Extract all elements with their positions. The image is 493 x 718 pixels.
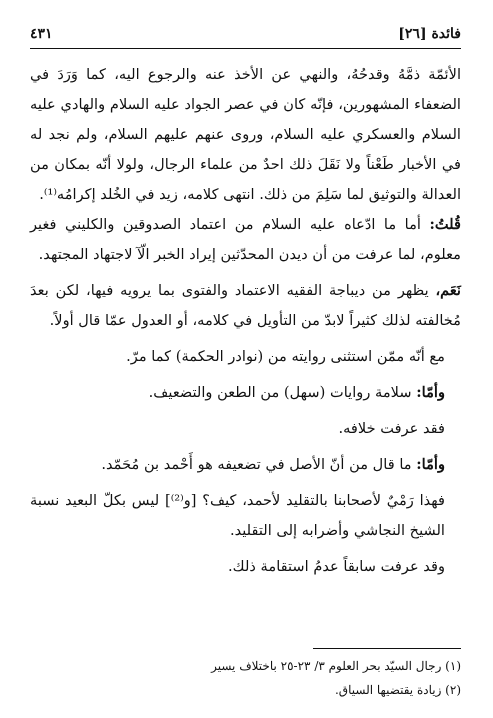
running-header [30, 22, 461, 46]
paragraph [30, 276, 461, 336]
paragraph: فهذا رَمْيٌ لأصحابنا بالتقليد لأحمد، كيف؟ [و⁽²⁾] ليس بكلّ البعيد نسبة الشيخ النجاشي وأضرابه إلى التقليد. [30, 492, 446, 539]
paragraph: فقد عرفت خلافه. [338, 420, 445, 437]
paragraph-keyword: نَعَم، [435, 282, 461, 299]
paragraph: مع أنّه ممّن استثنى روايته من (نوادر الحكمة) كما مرّ. [126, 348, 445, 365]
header-divider [30, 48, 461, 49]
paragraph-keyword: وأمّا: [416, 456, 445, 473]
footnote-1: (١) رجال السيّد بحر العلوم ٣/ ٢٣-٢٥ باختلاف يسير [211, 659, 461, 673]
main-text [30, 60, 461, 588]
paragraph-keyword: وأمّا: [416, 384, 445, 401]
page-number: ٤٣١ [30, 26, 53, 42]
paragraph: وقد عرفت سابقاً عدمُ استقامة ذلك. [228, 558, 445, 575]
paragraph-keyword: قُلتُ: [429, 216, 461, 233]
paragraph [30, 450, 461, 480]
paragraph-text: يظهر من ديباجة الفقيه الاعتماد والفتوى بما يرويه فيها، لكن بعدَ مُخالفته لذلك كثيراً لابدّ من التأويل في كلامه، أو العدول عمّا قال أولاً. [30, 282, 461, 329]
paragraph [30, 210, 461, 270]
paragraph-text: سلامة روايات (سهل) من الطعن والتضعيف. [148, 384, 417, 401]
paragraph: الأئمّة ذمَّهُ وقدحُهُ، والنهي عن الأخذ عنه والرجوع اليه، كما وَرَدَ في الضعفاء المشهورين، فإنّه كان في عصر الجواد عليه السلام والهادي عليه السلام والعسكري عليه السلام، وروى عنهم عليهم السلام، ولم نجد له في الأخبار طَعْناً ولا نَقَلَ ذلك احدٌ من علماء الرجال، ولولا أنّه بمكان من العدالة والتوثيق لما سَلِمَ من ذلك. انتهى كلامه، زيد في الخُلد إكرامُه⁽¹⁾. [30, 66, 461, 203]
paragraph [30, 378, 461, 408]
footnote-divider [313, 648, 461, 649]
footnote-2: (٢) زيادة يقتضيها السياق. [334, 683, 461, 697]
chapter-title: فائدة [٢٦] [398, 26, 461, 42]
paragraph-text: ما قال من أنّ الأصل في تضعيفه هو أَحْمد بن مُحَمّد. [101, 456, 417, 473]
footnotes [30, 654, 461, 702]
paragraph-text: أما ما ادّعاه عليه السلام من اعتماد الصدوقين والكليني فغير معلوم، لما عرفت من أن ديدن المحدّثين إيراد الخبر الّآ لاجتهاد المجتهد. [30, 216, 461, 263]
